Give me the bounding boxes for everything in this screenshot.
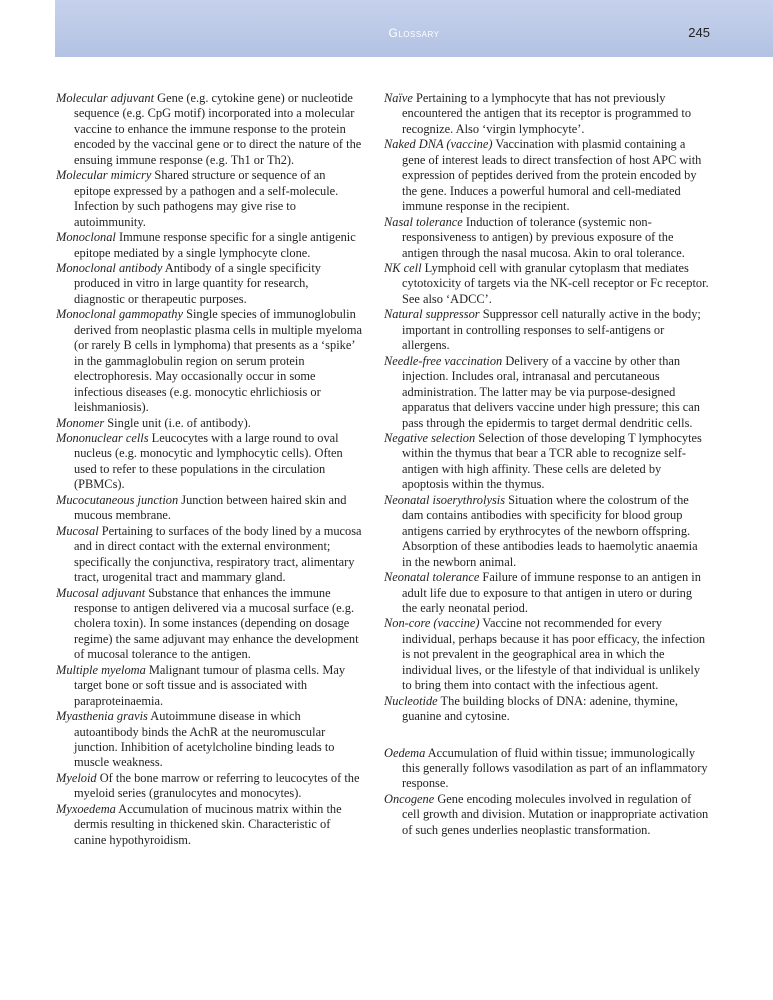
glossary-definition: Shared structure or sequence of an epitope expressed by a pathogen and a self-molecule. Infection by such pathogens may give rise to autoimmunity. (74, 168, 339, 229)
glossary-term: Myasthenia gravis (56, 709, 148, 724)
page-header (55, 0, 773, 57)
glossary-entry (384, 570, 709, 616)
glossary-entry (56, 230, 362, 261)
page-number: 245 (688, 25, 710, 40)
glossary-term: Multiple myeloma (56, 662, 146, 677)
glossary-definition: Vaccination with plasmid containing a gene of interest leads to direct transfection of host APC with expression of peptides derived from the protein encoded by the gene. Induces a powerful humoral and cell-mediated immune response in the recipient. (402, 137, 702, 214)
glossary-entry (56, 416, 362, 431)
glossary-term: Molecular mimicry (56, 168, 152, 183)
glossary-definition: Substance that enhances the immune response to antigen delivered via a mucosal surface (e.g. cholera toxin). In some instances (depending on dosage regime) the same adjuvant may enhance the development of mucosal tolerance to the antigen. (74, 585, 359, 662)
glossary-entry (384, 261, 709, 307)
glossary-definition: Failure of immune response to an antigen in adult life due to exposure to that antigen in utero or during the early neonatal period. (402, 570, 701, 615)
glossary-entry (384, 792, 709, 838)
glossary-term: Monomer (56, 415, 105, 430)
glossary-term: Neonatal isoerythrolysis (384, 492, 506, 507)
glossary-term: Monoclonal (56, 230, 116, 245)
glossary-definition: Accumulation of mucinous matrix within the dermis resulting in thickened skin. Characteristic of canine hypothyroidism. (74, 801, 342, 847)
glossary-definition: Vaccine not recommended for every individual, perhaps because it has poor efficacy, the infection is not prevalent in the geographical area in which the individual lives, or the lifestyle of that individual is unlikely to bring them into contact with the infectious agent. (402, 616, 706, 693)
glossary-entry (384, 137, 709, 214)
glossary-term: Myxoedema (56, 801, 116, 816)
glossary-entry (384, 431, 709, 493)
glossary-term: Molecular adjuvant (56, 91, 155, 105)
glossary-entry (56, 493, 362, 524)
glossary-entry (56, 586, 362, 663)
glossary-term: Non-core (vaccine) (384, 616, 480, 631)
running-head-title: Glossary (388, 26, 440, 40)
glossary-definition: Lymphoid cell with granular cytoplasm that mediates cytotoxicity of targets via the NK-cell receptor or Fc receptor. See also ‘ADCC’. (402, 260, 709, 306)
glossary-definition: Suppressor cell naturally active in the body; important in controlling responses to self-antigens or allergens. (402, 307, 701, 353)
glossary-term: Oncogene (384, 791, 435, 806)
glossary-term: Negative selection (384, 430, 476, 445)
section-gap (384, 725, 709, 746)
glossary-term: Nucleotide (384, 693, 438, 708)
glossary-term: Mucosal (56, 523, 99, 538)
glossary-definition: Gene (e.g. cytokine gene) or nucleotide sequence (e.g. CpG motif) incorporated into a molecular vaccine to enhance the immune response to the protein encoded by the vaccinal gene or to direct the nature of the ensuing immune response (e.g. Th1 or Th2). (74, 91, 362, 167)
glossary-entry (56, 802, 362, 848)
glossary-entry (384, 746, 709, 792)
glossary-definition: Delivery of a vaccine by other than injection. Includes oral, intranasal and percutaneous administration. The latter may be via purpose-designed apparatus that delivers vaccine under high pressure; this can pass through the epidermis to target dermal dendritic cells. (402, 353, 700, 430)
glossary-entry (56, 771, 362, 802)
glossary-term: Natural suppressor (384, 307, 480, 322)
glossary-term: Mucosal adjuvant (56, 585, 146, 600)
glossary-entry (56, 307, 362, 415)
glossary-entry (384, 307, 709, 353)
glossary-term: Neonatal tolerance (384, 570, 480, 585)
glossary-term: Mononuclear cells (56, 430, 149, 445)
glossary-entry (56, 431, 362, 493)
glossary-definition: Malignant tumour of plasma cells. May target bone or soft tissue and is associated with paraproteinaemia. (74, 662, 346, 708)
glossary-term: Nasal tolerance (384, 214, 463, 229)
glossary-entry (384, 91, 709, 137)
glossary-term: Needle-free vaccination (384, 353, 503, 368)
glossary-definition: Antibody of a single specificity produced in vitro in large quantity for research, diagnostic or therapeutic purposes. (74, 260, 321, 306)
glossary-entry (56, 91, 362, 168)
glossary-entry (56, 663, 362, 709)
glossary-term: NK cell (384, 260, 422, 275)
glossary-definition: Autoimmune disease in which autoantibody binds the AchR at the neuromuscular junction. Inhibition of acetylcholine binding leads to muscle weakness. (74, 709, 335, 770)
glossary-definition: Of the bone marrow or referring to leucocytes of the myeloid series (granulocytes and monocytes). (74, 770, 360, 801)
glossary-term: Myeloid (56, 770, 97, 785)
glossary-entry (56, 709, 362, 771)
glossary-definition: The building blocks of DNA: adenine, thymine, guanine and cytosine. (402, 693, 679, 724)
glossary-column-right (384, 91, 709, 838)
glossary-entry (384, 493, 709, 570)
glossary-definition: Single species of immunoglobulin derived from neoplastic plasma cells in multiple myeloma (or rarely B cells in lymphoma) that presents as a ‘spike’ in the gammaglobulin region on serum protein electrophoresis. May occasionally occur in some infectious diseases (e.g. monocytic ehrlichiosis or leishmaniosis). (74, 307, 363, 415)
glossary-entry (56, 168, 362, 230)
glossary-definition: Selection of those developing T lymphocytes within the thymus that bear a TCR able to recognize self-antigen with high affinity. These cells are deleted by apoptosis within the thymus. (402, 430, 702, 492)
glossary-definition: Single unit (i.e. of antibody). (104, 415, 251, 430)
glossary-definition: Junction between haired skin and mucous membrane. (74, 492, 347, 523)
glossary-definition: Pertaining to a lymphocyte that has not previously encountered the antigen that its receptor is programmed to recognize. Also ‘virgin lymphocyte’. (402, 91, 692, 136)
glossary-term: Monoclonal antibody (56, 260, 163, 275)
glossary-entry (56, 524, 362, 586)
glossary-definition: Accumulation of fluid within tissue; immunologically this generally follows vasodilation as part of an inflammatory response. (402, 745, 708, 791)
glossary-definition: Immune response specific for a single antigenic epitope mediated by a single lymphocyte clone. (74, 230, 356, 260)
glossary-term: Naïve (384, 91, 413, 105)
glossary-definition: Leucocytes with a large round to oval nucleus (e.g. monocytic and lymphocytic cells). Often used to refer to these populations in the circulation (PBMCs). (74, 430, 343, 492)
glossary-entry (384, 616, 709, 693)
glossary-definition: Gene encoding molecules involved in regulation of cell growth and division. Mutation or inappropriate activation of such genes underlies neoplastic transformation. (402, 791, 709, 837)
glossary-definition: Situation where the colostrum of the dam contains antibodies with specificity for blood group antigens carried by erythrocytes of the newborn offspring. Absorption of these antibodies leads to haemolytic anaemia in the newborn animal. (402, 492, 698, 569)
glossary-entry (384, 215, 709, 261)
glossary-column-left (56, 91, 362, 848)
glossary-term: Monoclonal gammopathy (56, 307, 183, 322)
glossary-entry (56, 261, 362, 307)
glossary-definition: Pertaining to surfaces of the body lined by a mucosa and in direct contact with the external environment; specifically the conjunctiva, respiratory tract, alimentary tract, urogenital tract and mammary gland. (74, 523, 362, 585)
glossary-term: Oedema (384, 745, 426, 760)
glossary-entry (384, 354, 709, 431)
glossary-term: Naked DNA (vaccine) (384, 137, 493, 152)
glossary-term: Mucocutaneous junction (56, 492, 179, 507)
glossary-entry (384, 694, 709, 725)
glossary-definition: Induction of tolerance (systemic non-responsiveness to antigen) by previous exposure of the antigen through the nasal mucosa. Akin to oral tolerance. (402, 214, 685, 260)
